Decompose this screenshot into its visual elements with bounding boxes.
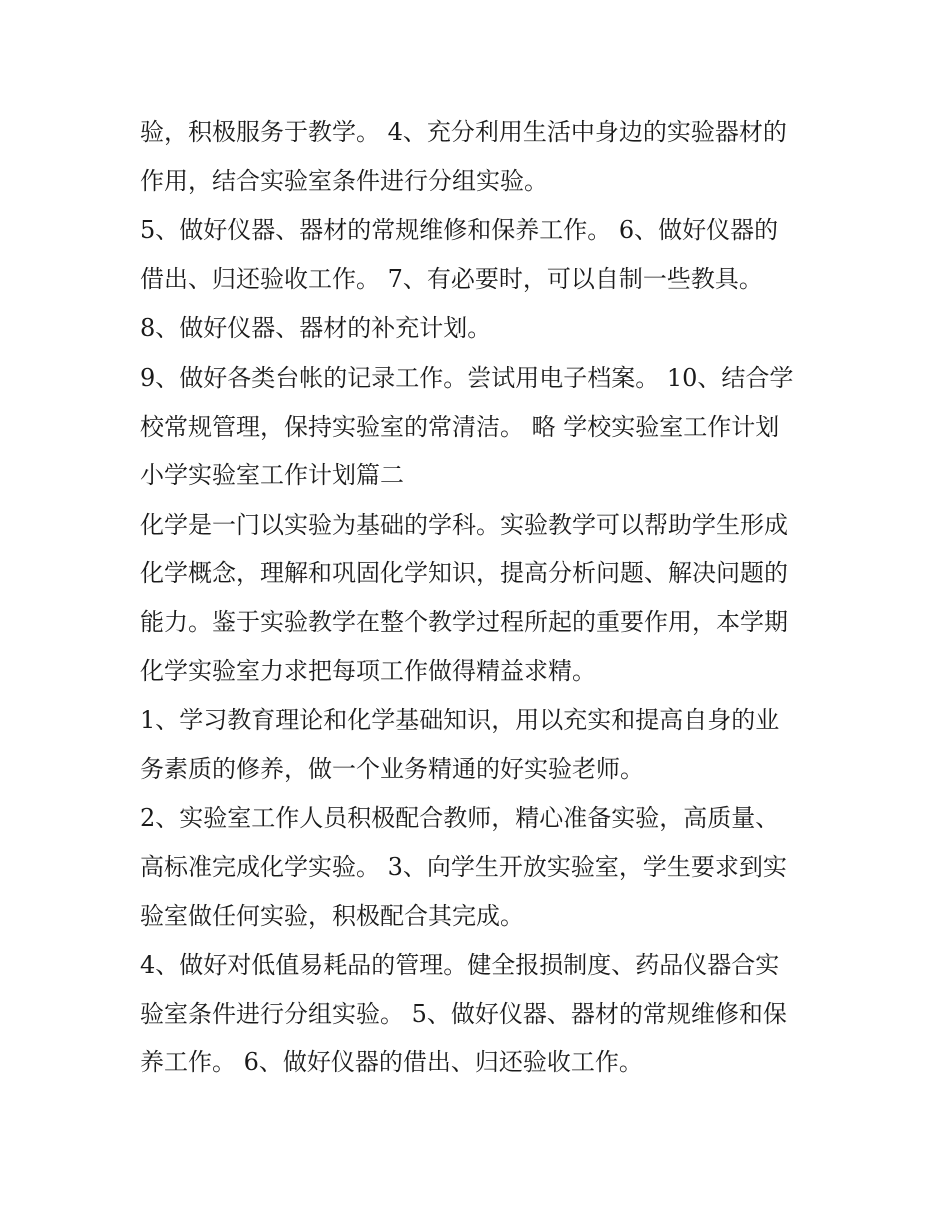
paragraph-experiment-equipment: 验，积极服务于教学。 4、充分利用生活中身边的实验器材的 作用，结合实验室条件进行分组实验。 bbox=[140, 118, 787, 195]
paragraph-chemistry-intro: 化学是一门以实验为基础的学科。实验教学可以帮助学生形成 化学概念，理解和巩固化学知识，提高分析问题、解决问题的 能力。鉴于实验教学在整个教学过程所起的重要作用，本学期 化学实验室力求把每项工作做得精益求精。 bbox=[140, 510, 788, 685]
paragraph-item-1-study: 1、学习教育理论和化学基础知识，用以充实和提高自身的业 务素质的修养，做一个业务精通的好实验老师。 bbox=[140, 706, 780, 783]
paragraph-item-4-6-management: 4、做好对低值易耗品的管理。健全报损制度、药品仪器合实 验室条件进行分组实验。 5、做好仪器、器材的常规维修和保 养工作。 6、做好仪器的借出、归还验收工作。 bbox=[140, 951, 787, 1077]
paragraph-maintenance-lending: 5、做好仪器、器材的常规维修和保养工作。 6、做好仪器的 借出、归还验收工作。 7、有必要时，可以自制一些教具。 bbox=[140, 216, 779, 293]
paragraph-records-cleaning: 9、做好各类台帐的记录工作。尝试用电子档案。 10、结合学 校常规管理，保持实验室的常清洁。 略 学校实验室工作计划 小学实验室工作计划篇二 bbox=[140, 363, 794, 490]
document-body bbox=[140, 108, 820, 1088]
paragraph-item-2-3-cooperation: 2、实验室工作人员积极配合教师，精心准备实验，高质量、 高标准完成化学实验。 3、向学生开放实验室，学生要求到实 验室做任何实验，积极配合其完成。 bbox=[140, 804, 787, 930]
paragraph-supplement-plan: 8、做好仪器、器材的补充计划。 bbox=[140, 314, 492, 343]
